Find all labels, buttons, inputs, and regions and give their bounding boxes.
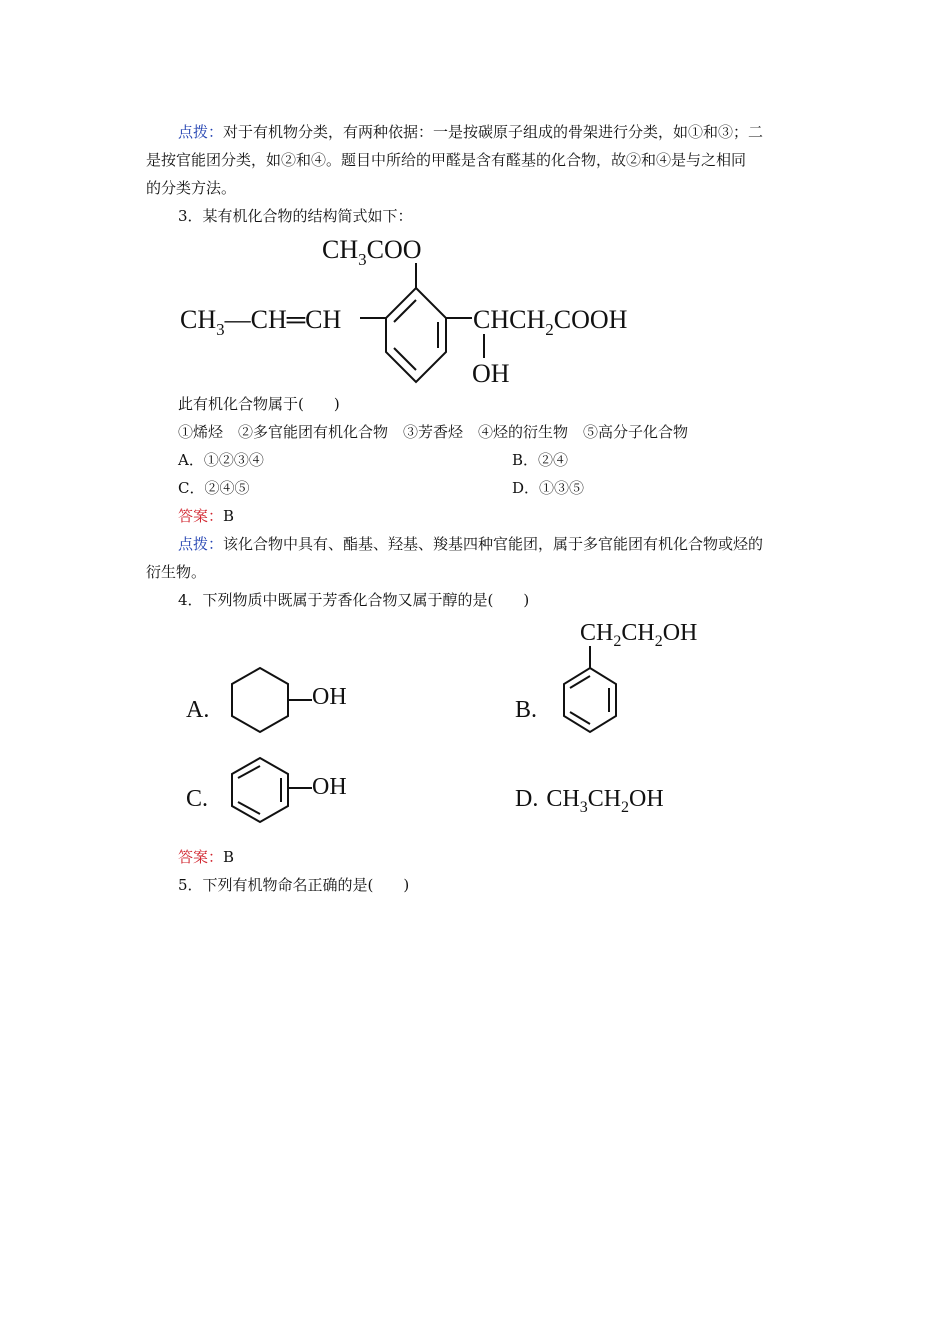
benzene-ring	[232, 758, 288, 822]
q3-hydroxyl: OH	[472, 359, 510, 388]
answer-label: 答案：	[178, 507, 224, 525]
q4-option-b-group: $CH_2CH_2OH$	[580, 620, 698, 650]
hint-text: 对于有机物分类，有两种依据：一是按碳原子组成的骨架进行分类，如①和③；二	[223, 123, 764, 141]
answer-label: 答案：	[178, 848, 224, 866]
hint-label: 点拨：	[178, 123, 224, 141]
q3-hint-line1	[178, 534, 763, 554]
q3-structure-diagram	[170, 230, 670, 390]
q4-option-b-label: B.	[515, 697, 538, 723]
q4-option-c-label: C.	[186, 786, 209, 812]
q3-left-chain: $CH_3—CH═CH$	[180, 305, 342, 339]
q3-hint-line2: 衍生物。	[146, 563, 207, 581]
q4-answer	[178, 847, 234, 867]
q3-right-chain: $CHCH_2COOH$	[473, 305, 628, 339]
cyclohexane-ring	[232, 668, 288, 732]
q3-option-b: B．②④	[512, 451, 569, 469]
q3-question: 此有机化合物属于( )	[178, 395, 340, 413]
q2-hint-line1	[178, 122, 763, 142]
hint-label: 点拨：	[178, 535, 224, 553]
q4-option-c-group: OH	[312, 774, 347, 800]
q4-stem: 4．下列物质中既属于芳香化合物又属于醇的是( )	[178, 591, 530, 609]
answer-value: B	[223, 848, 235, 866]
q4-option-a-group: OH	[312, 684, 347, 710]
answer-value: B	[223, 507, 235, 525]
q3-items: ①烯烃 ②多官能团有机化合物 ③芳香烃 ④烃的衍生物 ⑤高分子化合物	[178, 423, 689, 441]
q3-option-c: C．②④⑤	[178, 479, 250, 497]
q3-option-a: A．①②③④	[178, 451, 264, 469]
q3-top-group: $CH_3COO$	[322, 235, 422, 269]
q4-option-d: D. $CH_3CH_2OH$	[515, 786, 664, 816]
q2-hint-line2: 是按官能团分类，如②和④。题目中所给的甲醛是含有醛基的化合物，故②和④是与之相同	[146, 151, 747, 169]
q3-stem: 3．某有机化合物的结构简式如下：	[178, 207, 413, 225]
q3-option-d: D．①③⑤	[512, 479, 585, 497]
q4-options-diagram	[170, 612, 730, 842]
q2-hint-line3: 的分类方法。	[146, 179, 237, 197]
q4-option-a-label: A.	[186, 697, 210, 723]
q5-stem: 5．下列有机物命名正确的是( )	[178, 876, 410, 894]
q3-answer	[178, 506, 234, 526]
hint-text: 该化合物中具有、酯基、羟基、羧基四种官能团，属于多官能团有机化合物或烃的	[223, 535, 764, 553]
